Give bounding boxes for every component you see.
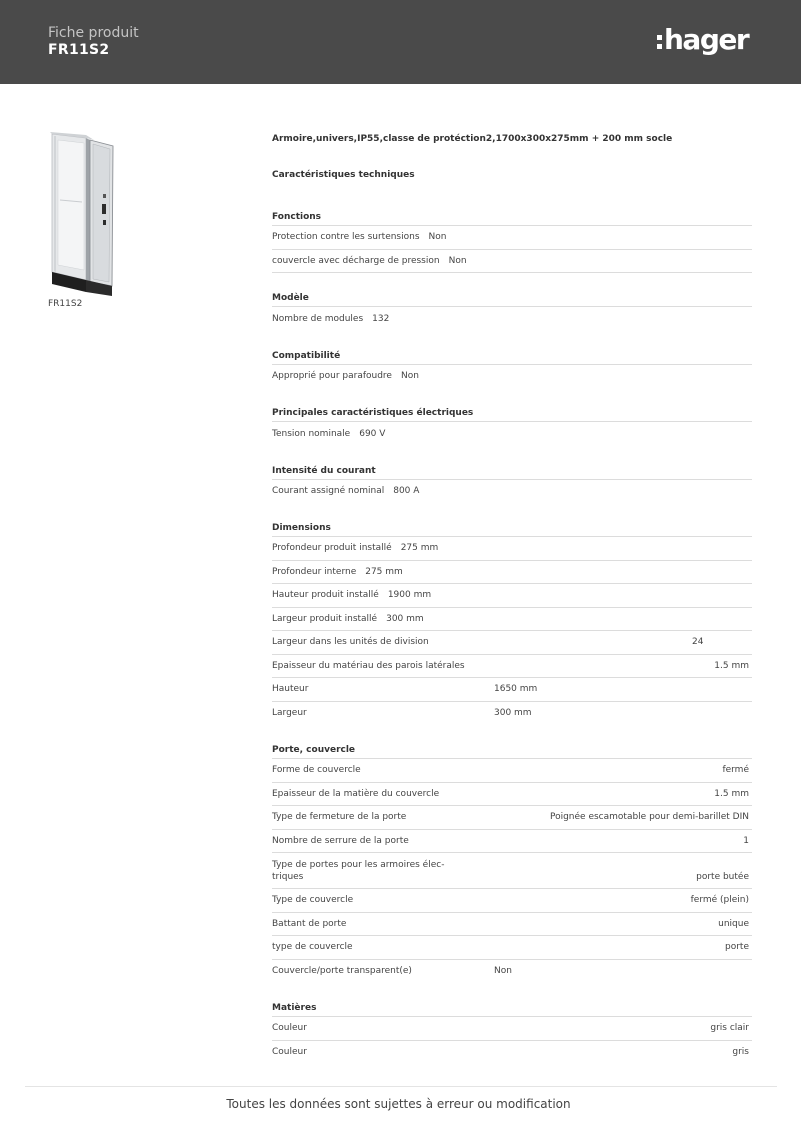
spec-row	[272, 913, 752, 937]
spec-value: Non	[448, 255, 467, 266]
section-fonctions	[272, 206, 752, 273]
section-matieres	[272, 997, 752, 1064]
spec-value: 275 mm	[400, 543, 439, 554]
spec-label: type de couvercle	[272, 942, 353, 953]
spec-row	[272, 422, 752, 446]
spec-row	[272, 226, 752, 250]
product-title: Armoire,univers,IP55,classe de protéction2,1700x300x275mm + 200 mm socle	[272, 134, 673, 144]
spec-value: Poignée escamotable pour demi-barillet DIN	[549, 812, 749, 823]
spec-label: Largeur produit installé	[272, 613, 378, 624]
spec-row	[272, 480, 752, 504]
spec-row	[272, 631, 752, 655]
spec-value: fermé	[722, 765, 749, 776]
spec-label: Type de fermeture de la porte	[272, 812, 407, 823]
spec-label: Approprié pour parafoudre	[272, 371, 392, 382]
section-dimensions	[272, 517, 752, 725]
section-electriques	[272, 402, 752, 446]
spec-label: Hauteur	[272, 684, 309, 695]
spec-value: Non	[428, 232, 447, 243]
spec-label: Courant assigné nominal	[272, 486, 385, 497]
spec-row	[272, 960, 752, 984]
spec-label: Type de couvercle	[272, 895, 354, 906]
spec-row	[272, 1041, 752, 1065]
spec-value: 24	[692, 637, 704, 648]
spec-label: Couvercle/porte transparent(e)	[272, 966, 412, 977]
spec-value: 1.5 mm	[714, 660, 749, 671]
spec-row	[272, 936, 752, 960]
spec-label: Couleur	[272, 1047, 307, 1058]
spec-label: Forme de couvercle	[272, 765, 361, 776]
technical-characteristics-heading: Caractéristiques techniques	[272, 170, 415, 180]
spec-row	[272, 250, 752, 274]
spec-row	[272, 608, 752, 632]
spec-row	[272, 537, 752, 561]
spec-label: Profondeur produit installé	[272, 543, 392, 554]
spec-row	[272, 561, 752, 585]
spec-value: 275 mm	[365, 566, 403, 577]
section-title: Compatibilité	[272, 345, 752, 365]
spec-row	[272, 702, 752, 726]
spec-row	[272, 889, 752, 913]
spec-value: 132	[372, 313, 390, 324]
section-title: Modèle	[272, 287, 752, 307]
spec-row	[272, 830, 752, 854]
product-image-caption: FR11S2	[48, 299, 83, 309]
section-title: Principales caractéristiques électriques	[272, 402, 752, 422]
spec-row	[272, 783, 752, 807]
spec-row	[272, 365, 752, 389]
section-title: Intensité du courant	[272, 460, 752, 480]
brand-name: hager	[664, 23, 749, 56]
spec-label: Nombre de serrure de la porte	[272, 835, 409, 846]
spec-value: 300 mm	[386, 613, 424, 624]
section-porte-couvercle	[272, 739, 752, 983]
spec-label: Protection contre les surtensions	[272, 232, 420, 243]
spec-label: couvercle avec décharge de pression	[272, 255, 440, 266]
spec-label: Tension nominale	[272, 428, 351, 439]
product-image	[46, 130, 118, 296]
page-header	[0, 0, 801, 84]
hager-logo	[657, 22, 748, 58]
spec-value: unique	[718, 918, 749, 929]
spec-label: Epaisseur de la matière du couvercle	[272, 788, 440, 799]
spec-value: Non	[494, 966, 512, 977]
spec-value: porte	[725, 942, 749, 953]
spec-label: Nombre de modules	[272, 313, 364, 324]
spec-value: 1650 mm	[494, 684, 538, 695]
section-title: Porte, couvercle	[272, 739, 752, 759]
spec-label: Battant de porte	[272, 918, 347, 929]
spec-value: 690 V	[359, 428, 386, 439]
spec-value: 1900 mm	[387, 590, 432, 601]
footer-disclaimer: Toutes les données sont sujettes à erreur ou modification	[226, 1097, 571, 1111]
logo-dots-icon	[657, 35, 662, 49]
section-intensite	[272, 460, 752, 504]
spec-row	[272, 806, 752, 830]
product-details	[272, 128, 752, 1064]
spec-value: 1	[743, 835, 749, 846]
spec-row	[272, 678, 752, 702]
spec-label: Largeur	[272, 708, 307, 719]
spec-row	[272, 655, 752, 679]
section-title: Dimensions	[272, 517, 752, 537]
section-title: Fonctions	[272, 206, 752, 226]
spec-value: 1.5 mm	[714, 788, 749, 799]
spec-value: gris	[732, 1047, 749, 1058]
footer-divider	[25, 1086, 777, 1087]
spec-label: Couleur	[272, 1023, 307, 1034]
spec-value: Non	[400, 371, 419, 382]
spec-row	[272, 853, 752, 889]
spec-value: gris clair	[710, 1023, 749, 1034]
spec-value: fermé (plein)	[690, 895, 749, 906]
spec-row	[272, 1017, 752, 1041]
spec-label: Hauteur produit installé	[272, 590, 379, 601]
spec-row	[272, 759, 752, 783]
section-modele	[272, 287, 752, 331]
spec-label: Largeur dans les unités de division	[272, 637, 429, 648]
spec-value: 300 mm	[494, 708, 532, 719]
spec-label: Epaisseur du matériau des parois latérales	[272, 660, 465, 671]
document-type: Fiche produit	[48, 25, 139, 41]
spec-value: porte butée	[696, 872, 749, 882]
section-compatibilite	[272, 345, 752, 389]
spec-row	[272, 307, 752, 331]
spec-row	[272, 584, 752, 608]
spec-value: 800 A	[393, 486, 420, 497]
section-title: Matières	[272, 997, 752, 1017]
spec-label: Profondeur interne	[272, 566, 357, 577]
spec-label: Type de portes pour les armoires élec-triques	[272, 860, 445, 882]
document-reference: FR11S2	[48, 42, 110, 58]
